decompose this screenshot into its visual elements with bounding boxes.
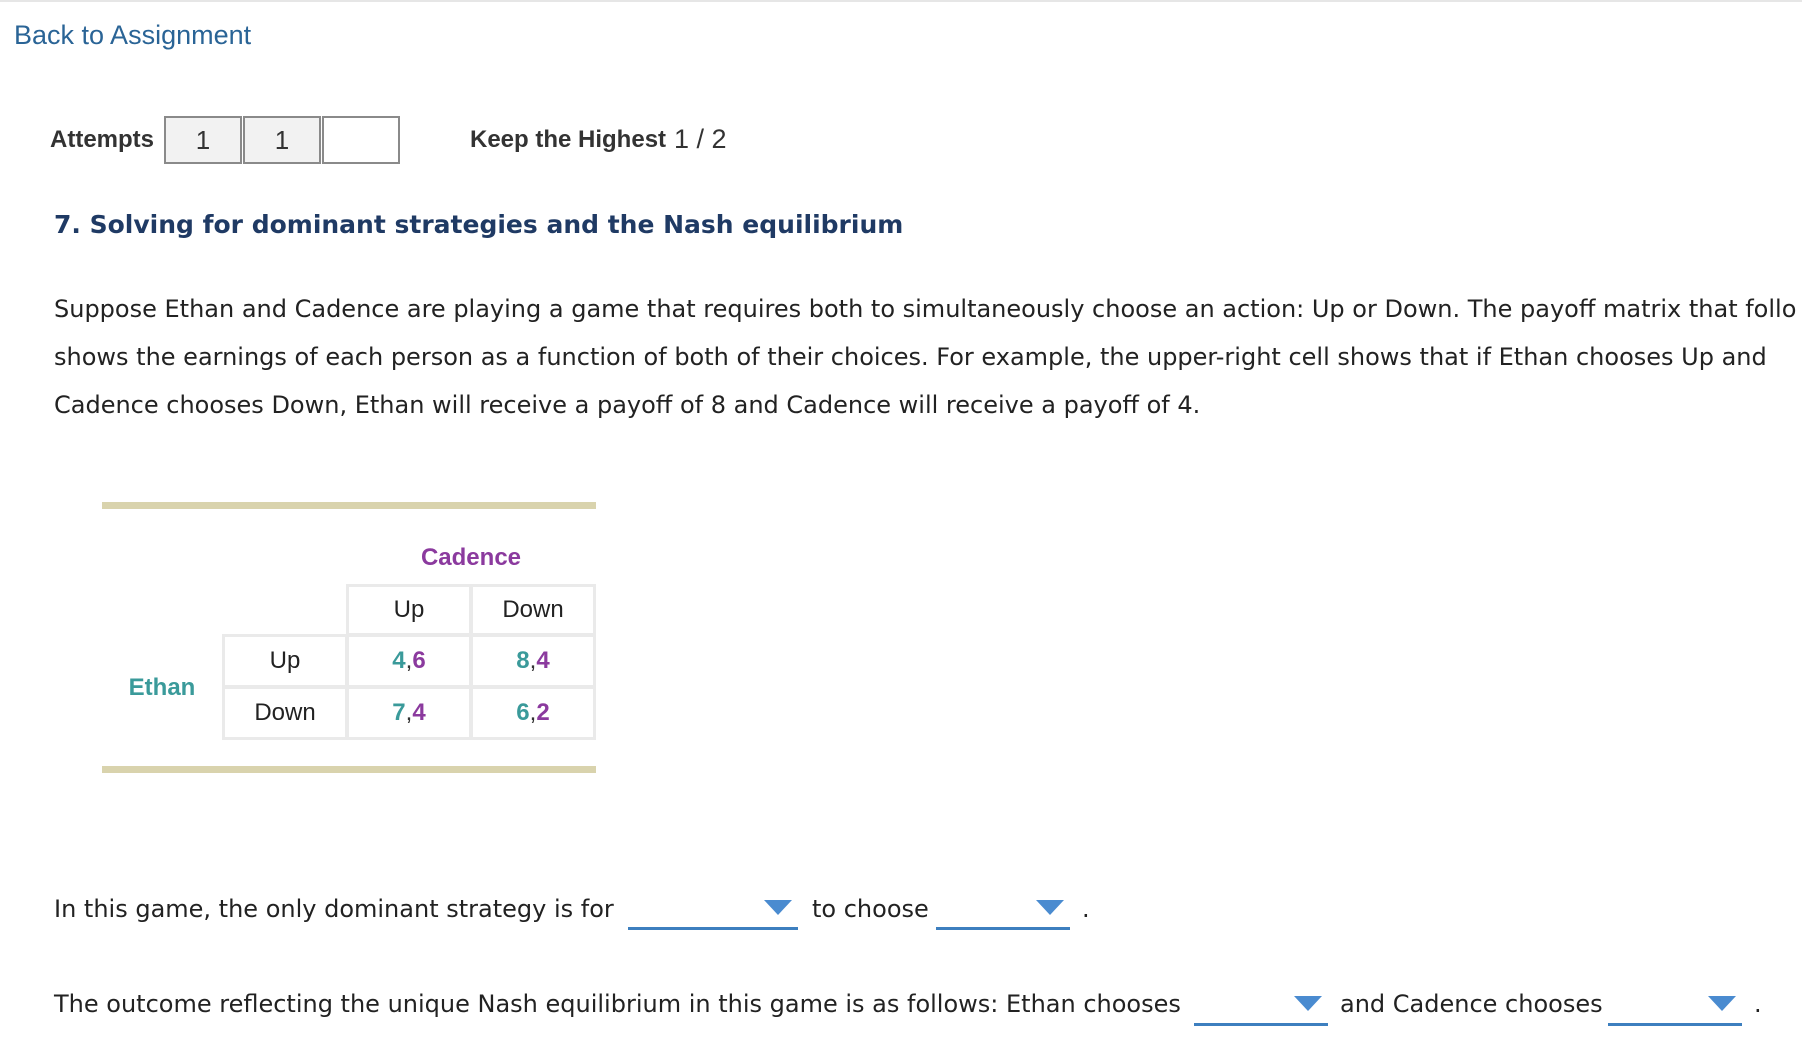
- chevron-down-icon: [1036, 900, 1064, 915]
- cadence-payoff: 6: [412, 647, 426, 674]
- payoff-separator: ,: [405, 647, 413, 674]
- row-header-up: Up: [222, 634, 348, 688]
- chevron-down-icon: [1294, 996, 1322, 1011]
- question-paragraph: [54, 285, 1802, 429]
- q1-text-before: In this game, the only dominant strategy is for: [54, 895, 614, 923]
- back-to-assignment-link[interactable]: Back to Assignment: [14, 20, 252, 50]
- cadence-payoff: 2: [536, 699, 550, 726]
- cadence-payoff: 4: [536, 647, 550, 674]
- ethan-payoff: 8: [516, 647, 530, 674]
- paragraph-line-2: shows the earnings of each person as a function of both of their choices. For example, the upper-right cell shows that if Ethan chooses Up and: [54, 343, 1767, 371]
- payoff-separator: ,: [529, 647, 537, 674]
- cadence-payoff: 4: [412, 699, 426, 726]
- payoff-separator: ,: [529, 699, 537, 726]
- payoff-cell-down-down: [470, 686, 596, 740]
- ethan-payoff: 7: [392, 699, 406, 726]
- attempts-label: Attempts: [50, 126, 155, 153]
- q2-text-middle: and Cadence chooses: [1340, 990, 1603, 1018]
- attempt-box-3: [322, 116, 400, 164]
- q1-period: .: [1082, 895, 1090, 923]
- q1-player-dropdown[interactable]: [628, 890, 798, 930]
- score-value: 1 / 2: [674, 124, 727, 154]
- q2-period: .: [1754, 990, 1762, 1018]
- chevron-down-icon: [764, 900, 792, 915]
- q2-ethan-dropdown[interactable]: [1194, 986, 1328, 1026]
- question-title: 7. Solving for dominant strategies and the Nash equilibrium: [54, 210, 904, 239]
- paragraph-line-1: Suppose Ethan and Cadence are playing a game that requires both to simultaneously choose an action: Up or Down. The payoff matrix that follo: [54, 295, 1797, 323]
- matrix-bottom-bar: [102, 766, 596, 773]
- column-header-up: Up: [346, 584, 472, 636]
- attempt-box-1: 1: [164, 116, 242, 164]
- column-player-label: Cadence: [420, 544, 522, 571]
- matrix-top-bar: [102, 502, 596, 509]
- payoff-separator: ,: [405, 699, 413, 726]
- payoff-cell-up-down: [470, 634, 596, 688]
- q2-cadence-dropdown[interactable]: [1608, 986, 1742, 1026]
- q1-text-middle: to choose: [812, 895, 929, 923]
- row-player-label: Ethan: [128, 674, 196, 701]
- payoff-cell-up-up: [346, 634, 472, 688]
- ethan-payoff: 6: [516, 699, 530, 726]
- top-divider: [0, 0, 1802, 2]
- q2-text-before: The outcome reflecting the unique Nash equilibrium in this game is as follows: Ethan chooses: [54, 990, 1181, 1018]
- keep-highest-label: Keep the Highest: [470, 126, 667, 153]
- chevron-down-icon: [1708, 996, 1736, 1011]
- q1-action-dropdown[interactable]: [936, 890, 1070, 930]
- row-header-down: Down: [222, 686, 348, 740]
- column-header-down: Down: [470, 584, 596, 636]
- paragraph-line-3: Cadence chooses Down, Ethan will receive a payoff of 8 and Cadence will receive a payoff of 4.: [54, 391, 1201, 419]
- ethan-payoff: 4: [392, 647, 406, 674]
- attempt-box-2: 1: [243, 116, 321, 164]
- attempt-boxes: [164, 116, 401, 164]
- attempts-row: [50, 114, 401, 166]
- payoff-cell-down-up: [346, 686, 472, 740]
